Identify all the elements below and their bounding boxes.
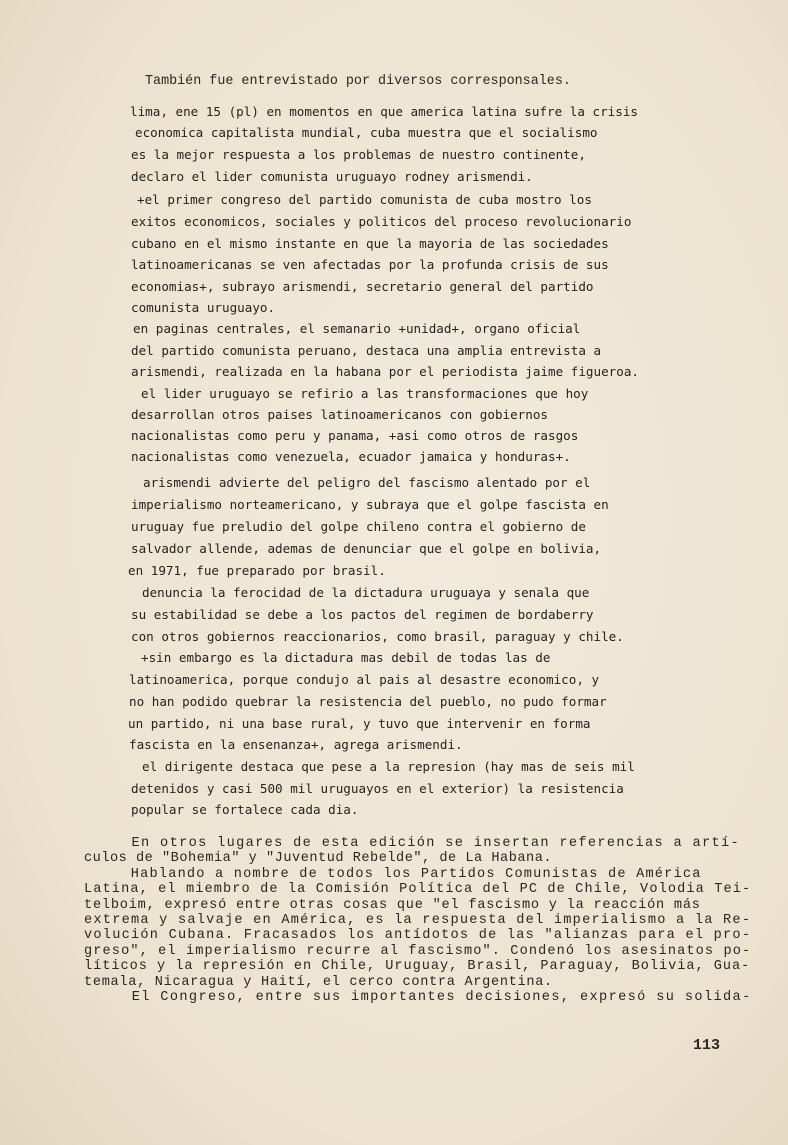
teletype-line: economica capitalista mundial, cuba muestra que el socialismo xyxy=(135,125,598,140)
teletype-line: arismendi advierte del peligro del fascismo alentado por el xyxy=(143,475,591,490)
teletype-line: en 1971, fue preparado por brasil. xyxy=(128,563,386,578)
teletype-line: desarrollan otros paises latinoamericanos con gobiernos xyxy=(131,407,549,422)
teletype-line: en paginas centrales, el semanario +unidad+, organo oficial xyxy=(133,321,581,336)
teletype-line: comunista uruguayo. xyxy=(131,300,276,315)
teletype-line: nacionalistas como venezuela, ecuador jamaica y honduras+. xyxy=(131,449,571,464)
teletype-line: detenidos y casi 500 mil uruguayos en el exterior) la resistencia xyxy=(131,781,624,796)
teletype-line: denuncia la ferocidad de la dictadura uruguaya y senala que xyxy=(142,585,590,600)
teletype-line: salvador allende, ademas de denunciar que el golpe en bolivia, xyxy=(131,541,602,556)
closing-line: volución Cubana. Fracasados los antídotos de las "alianzas para el pro- xyxy=(84,928,752,944)
teletype-line: latinoamerica, porque condujo al pais al desastre economico, y xyxy=(129,672,600,687)
teletype-line: economias+, subrayo arismendi, secretario general del partido xyxy=(131,279,594,294)
closing-line: extrema y salvaje en América, es la respuesta del imperialismo a la Re- xyxy=(84,913,752,929)
closing-line: Latina, el miembro de la Comisión Política del PC de Chile, Volodia Tei- xyxy=(84,882,752,898)
teletype-line: declaro el lider comunista uruguayo rodney arismendi. xyxy=(131,169,533,184)
closing-line: greso", el imperialismo recurre al fascismo". Condenó los asesinatos po- xyxy=(84,943,752,959)
teletype-line: imperialismo norteamericano, y subraya que el golpe fascista en xyxy=(131,497,609,512)
teletype-line: +el primer congreso del partido comunista de cuba mostro los xyxy=(137,192,592,207)
teletype-line: latinoamericanas se ven afectadas por la profunda crisis de sus xyxy=(131,257,609,272)
page-number: 113 xyxy=(693,1037,721,1054)
teletype-line: popular se fortalece cada dia. xyxy=(131,802,359,817)
teletype-line: +sin embargo es la dictadura mas debil de todas las de xyxy=(141,650,551,665)
closing-line: telboim, expresó entre otras cosas que "el fascismo y la reacción más xyxy=(84,897,701,913)
teletype-line: es la mejor respuesta a los problemas de nuestro continente, xyxy=(131,147,586,162)
teletype-line: lima, ene 15 (pl) en momentos en que america latina sufre la crisis xyxy=(130,104,638,119)
closing-line: culos de "Bohemia" y "Juventud Rebelde", de La Habana. xyxy=(84,851,553,867)
teletype-line: arismendi, realizada en la habana por el periodista jaime figueroa. xyxy=(131,364,639,379)
closing-paragraphs xyxy=(84,836,752,1005)
teletype-line: fascista en la ensenanza+, agrega arismendi. xyxy=(129,737,463,752)
teletype-line: un partido, ni una base rural, y tuvo que intervenir en forma xyxy=(128,716,591,731)
closing-line: Hablando a nombre de todos los Partidos Comunistas de América xyxy=(84,866,702,882)
teletype-line: exitos economicos, sociales y politicos del proceso revolucionario xyxy=(131,214,632,229)
teletype-line: del partido comunista peruano, destaca una amplia entrevista a xyxy=(131,343,602,358)
teletype-line: uruguay fue preludio del golpe chileno contra el gobierno de xyxy=(131,519,586,534)
closing-line: En otros lugares de esta edición se insertan referencias a artí- xyxy=(84,836,741,851)
closing-line: temala, Nicaragua y Haití, el cerco contra Argentina. xyxy=(84,974,553,990)
teletype-line: cubano en el mismo instante en que la mayoria de las sociedades xyxy=(131,236,609,251)
closing-line: líticos y la represión en Chile, Uruguay, Brasil, Paraguay, Bolivia, Gua- xyxy=(84,959,751,975)
teletype-line: su estabilidad se debe a los pactos del regimen de bordaberry xyxy=(131,607,594,622)
intro-line: También fue entrevistado por diversos corresponsales. xyxy=(145,74,571,89)
closing-line: El Congreso, entre sus importantes decisiones, expresó su solida- xyxy=(84,990,752,1006)
teletype-line: el lider uruguayo se refirio a las transformaciones que hoy xyxy=(141,386,589,401)
teletype-line: el dirigente destaca que pese a la represion (hay mas de seis mil xyxy=(142,759,635,774)
teletype-line: con otros gobiernos reaccionarios, como brasil, paraguay y chile. xyxy=(131,629,624,644)
teletype-line: no han podido quebrar la resistencia del pueblo, no pudo formar xyxy=(129,694,607,709)
teletype-line: nacionalistas como peru y panama, +asi como otros de rasgos xyxy=(131,428,579,443)
